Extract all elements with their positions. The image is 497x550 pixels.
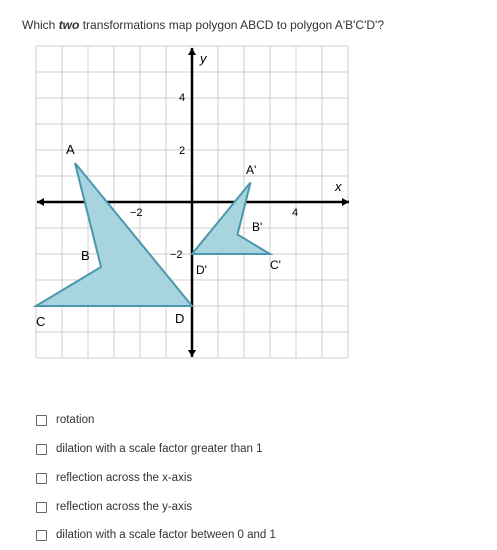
option-reflection-y-axis[interactable] <box>36 497 192 517</box>
question-text <box>22 17 384 33</box>
vertex-label-d-prime: D' <box>196 263 207 277</box>
vertex-label-b: B <box>81 248 90 263</box>
coordinate-graph <box>33 44 353 367</box>
option-dilation-between-0-and-1[interactable] <box>36 525 276 545</box>
checkbox[interactable] <box>36 502 47 513</box>
vertex-label-a-prime: A' <box>246 163 257 177</box>
y-axis-up-arrow <box>188 48 196 55</box>
vertex-label-c-prime: C' <box>270 258 281 272</box>
option-reflection-x-axis[interactable] <box>36 468 192 488</box>
checkbox[interactable] <box>36 473 47 484</box>
vertex-label-c: C <box>36 314 46 329</box>
option-rotation[interactable] <box>36 410 94 430</box>
graph-svg <box>33 44 353 362</box>
checkbox[interactable] <box>36 530 47 541</box>
question-suffix: transformations map polygon ABCD to polygon A'B'C'D'? <box>79 18 385 32</box>
y-tick-neg2: −2 <box>170 249 183 261</box>
y-axis-down-arrow <box>188 350 196 357</box>
option-label: dilation with a scale factor greater than 1 <box>56 443 263 455</box>
x-axis-left-arrow <box>37 198 44 206</box>
x-axis-label: x <box>335 179 342 194</box>
x-tick-neg2: −2 <box>130 207 143 219</box>
polygon-a-prime-b-prime-c-prime-d-prime <box>192 183 270 255</box>
option-dilation-greater-than-1[interactable] <box>36 439 262 459</box>
option-label: reflection across the y-axis <box>56 501 193 513</box>
checkbox[interactable] <box>36 444 47 455</box>
y-axis-label: y <box>200 51 207 66</box>
vertex-label-b-prime: B' <box>252 220 263 234</box>
question-prefix: Which <box>22 18 59 32</box>
option-label: rotation <box>56 414 95 426</box>
y-tick-2: 2 <box>179 145 186 157</box>
vertex-label-a: A <box>66 142 75 157</box>
axes <box>37 48 349 357</box>
vertex-label-d: D <box>175 311 185 326</box>
option-label: reflection across the x-axis <box>56 472 193 484</box>
checkbox[interactable] <box>36 415 47 426</box>
x-tick-4: 4 <box>292 207 299 219</box>
y-tick-4: 4 <box>179 92 186 104</box>
option-label: dilation with a scale factor between 0 and 1 <box>56 529 276 541</box>
question-emphasis: two <box>58 18 80 32</box>
